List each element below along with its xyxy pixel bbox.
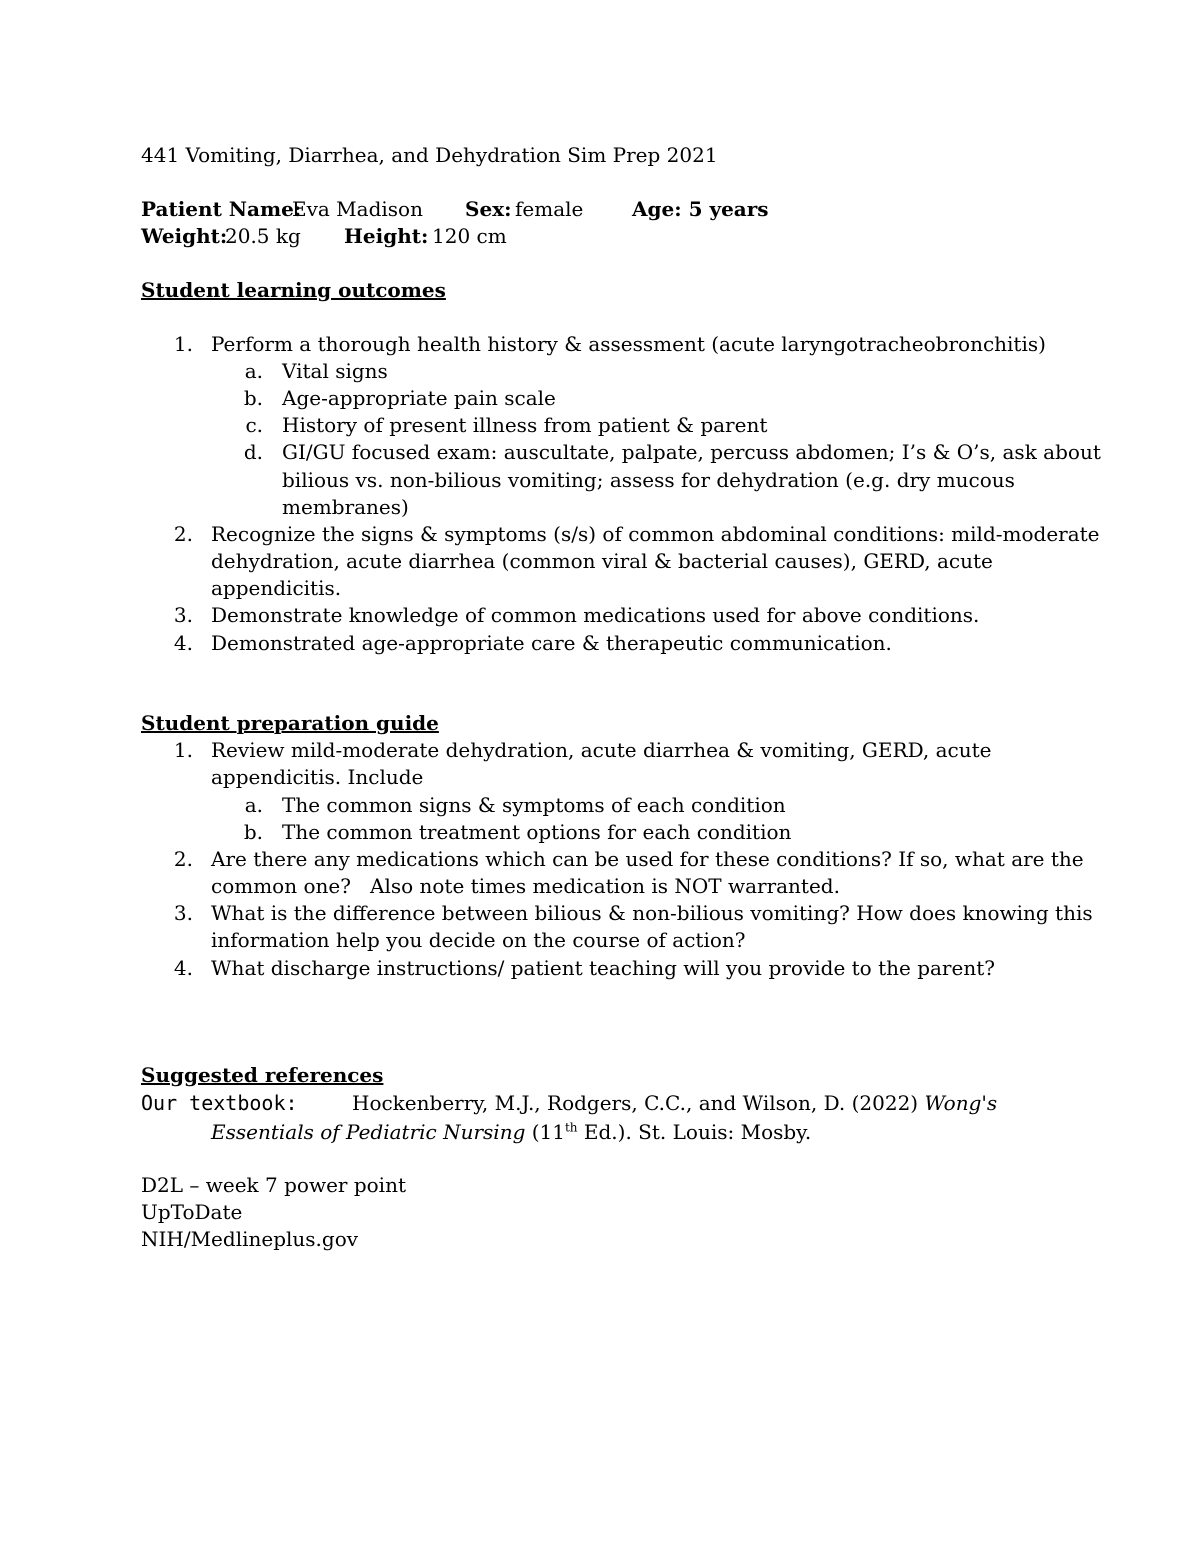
outcome-sub-letter: a. xyxy=(244,359,263,383)
patient-name-value: Eva Madison xyxy=(292,197,423,221)
citation-line-2 xyxy=(211,1119,811,1146)
citation-title-part-2: Essentials of Pediatric Nursing xyxy=(211,1120,526,1144)
outcome-sub-letter: c. xyxy=(245,413,263,437)
prep-number: 1. xyxy=(173,738,193,762)
weight-label: Weight: xyxy=(141,224,228,248)
outcome-sub-text: GI/GU focused exam: auscultate, palpate, percuss abdomen; I’s & O’s, ask about xyxy=(282,440,1101,464)
outcome-text: Perform a thorough health history & assessment (acute laryngotracheobronchitis) xyxy=(211,332,1046,356)
outcome-sub-letter: d. xyxy=(243,440,263,464)
reference-d2l: D2L – week 7 power point xyxy=(141,1173,406,1197)
prep-sub-letter: b. xyxy=(243,820,263,844)
prep-number: 2. xyxy=(173,847,193,871)
outcome-text: dehydration, acute diarrhea (common viral & bacterial causes), GERD, acute xyxy=(211,549,993,573)
prep-text: What discharge instructions/ patient teaching will you provide to the parent? xyxy=(211,956,995,980)
height-label: Height: xyxy=(344,224,429,248)
citation-title-part-1: Wong's xyxy=(924,1091,998,1115)
prep-number: 3. xyxy=(173,901,193,925)
citation-edition-sup: th xyxy=(564,1120,578,1135)
prep-number: 4. xyxy=(173,956,193,980)
patient-name-label: Patient Name: xyxy=(141,197,302,221)
age-label: Age: 5 years xyxy=(632,197,769,221)
outcome-text: Demonstrated age-appropriate care & therapeutic communication. xyxy=(211,631,892,655)
document-title: 441 Vomiting, Diarrhea, and Dehydration Sim Prep 2021 xyxy=(141,143,718,167)
reference-medlineplus: NIH/Medlineplus.gov xyxy=(141,1227,359,1251)
prep-text: What is the difference between bilious & non-bilious vomiting? How does knowing this xyxy=(211,901,1093,925)
textbook-label: Our textbook: xyxy=(141,1091,298,1115)
reference-uptodate: UpToDate xyxy=(141,1200,243,1224)
prep-text: common one? Also note times medication is NOT warranted. xyxy=(211,874,840,898)
sex-value: female xyxy=(515,197,584,221)
outcome-text: Demonstrate knowledge of common medications used for above conditions. xyxy=(211,603,980,627)
citation-line-1 xyxy=(352,1090,997,1117)
prep-sub-text: The common signs & symptoms of each condition xyxy=(282,793,786,817)
outcome-sub-letter: b. xyxy=(243,386,263,410)
outcome-text: Recognize the signs & symptoms (s/s) of common abdominal conditions: mild-moderate xyxy=(211,522,1100,546)
citation-authors: Hockenberry, M.J., Rodgers, C.C., and Wilson, D. (2022) xyxy=(352,1091,925,1115)
outcome-number: 2. xyxy=(173,522,193,546)
outcome-sub-text: membranes) xyxy=(282,495,409,519)
height-value: 120 cm xyxy=(432,224,507,248)
outcome-number: 3. xyxy=(173,603,193,627)
outcome-number: 1. xyxy=(173,332,193,356)
prep-text: Review mild-moderate dehydration, acute diarrhea & vomiting, GERD, acute xyxy=(211,738,992,762)
references-heading: Suggested references xyxy=(141,1063,384,1087)
outcome-sub-text: bilious vs. non-bilious vomiting; assess for dehydration (e.g. dry mucous xyxy=(282,468,1015,492)
citation-edition-pre: (11 xyxy=(525,1120,565,1144)
outcome-sub-text: Vital signs xyxy=(282,359,388,383)
outcomes-heading: Student learning outcomes xyxy=(141,278,446,302)
prep-sub-letter: a. xyxy=(244,793,263,817)
outcome-sub-text: Age-appropriate pain scale xyxy=(282,386,556,410)
outcome-sub-text: History of present illness from patient & parent xyxy=(282,413,768,437)
outcome-number: 4. xyxy=(173,631,193,655)
prep-text: Are there any medications which can be used for these conditions? If so, what are the xyxy=(211,847,1084,871)
prep-heading: Student preparation guide xyxy=(141,711,439,735)
outcome-text: appendicitis. xyxy=(211,576,342,600)
prep-sub-text: The common treatment options for each condition xyxy=(282,820,792,844)
prep-text: information help you decide on the course of action? xyxy=(211,928,746,952)
weight-value: 20.5 kg xyxy=(225,224,301,248)
sex-label: Sex: xyxy=(465,197,512,221)
prep-text: appendicitis. Include xyxy=(211,765,424,789)
citation-edition-post: Ed.). St. Louis: Mosby. xyxy=(577,1120,812,1144)
